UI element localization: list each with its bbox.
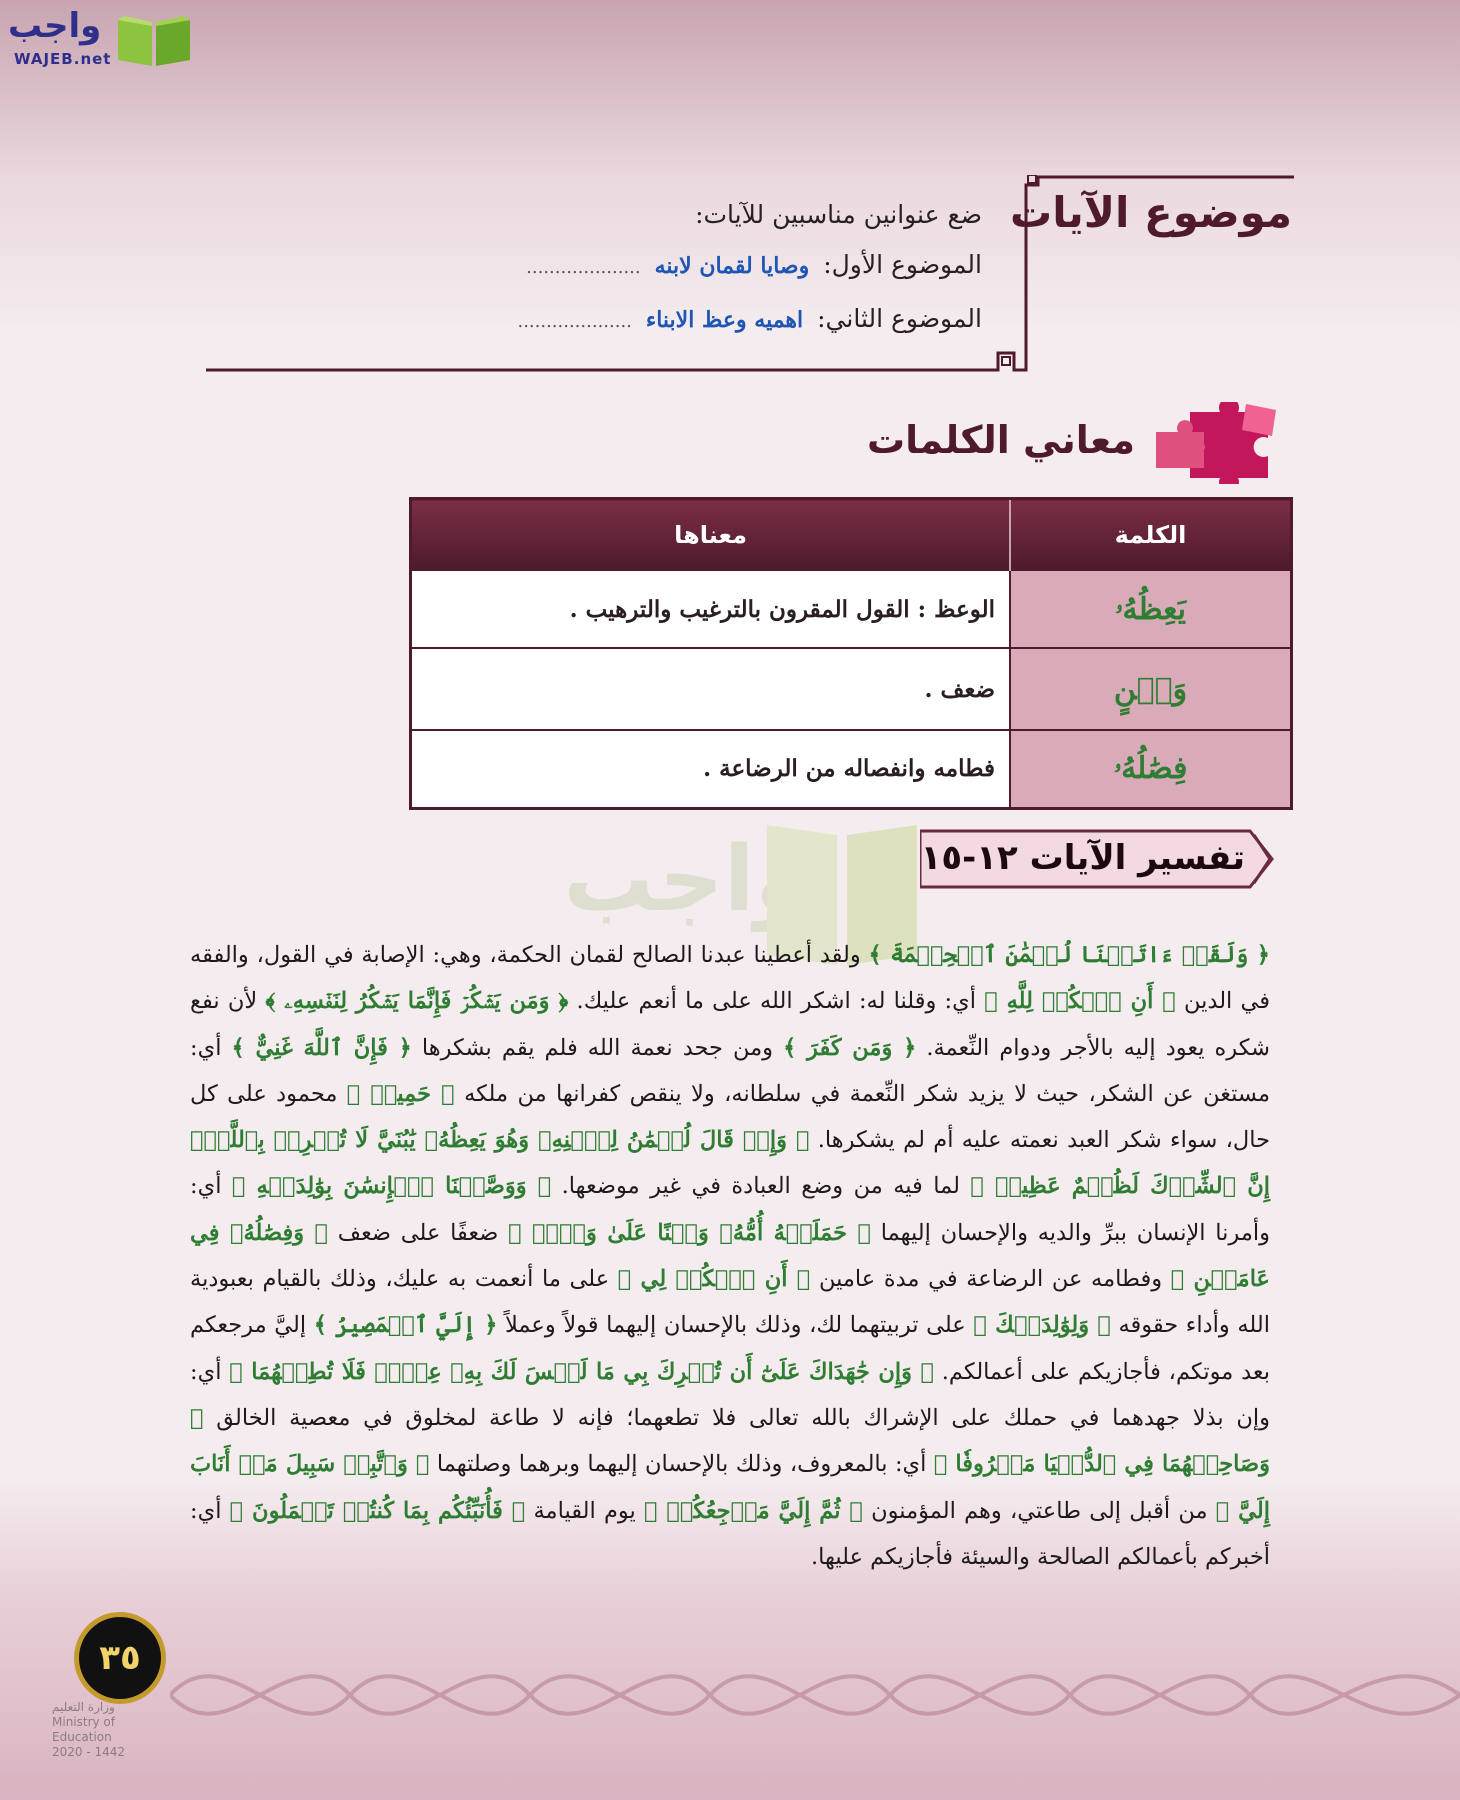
ministry-arabic: وزارة التعليم [52, 1700, 115, 1714]
tafsir-text: يوم القيامة [525, 1497, 644, 1524]
ministry-caption [52, 1700, 172, 1760]
svg-text:واجب: واجب [563, 827, 811, 932]
meanings-title: معاني الكلمات [866, 418, 1135, 462]
tafsir-text: من أقبل إلى طاعتي، وهم المؤمنون [862, 1497, 1216, 1524]
quran-verse: ﴿ أَنِ ٱشۡكُرۡ لِلَّهِ ﴾ [984, 988, 1176, 1015]
tafsir-text: ضعفًا على ضعف [328, 1219, 509, 1246]
meaning-cell: ضعف . [411, 648, 1011, 730]
second-topic-label: الموضوع الثاني: [817, 304, 982, 333]
ministry-english: Ministry of Education [52, 1715, 115, 1744]
tafsir-text: محمود على كل حال، سواء شكر العبد نعمته عليه أم لم يشكرها. [190, 1080, 1270, 1154]
quran-verse: ﴿ وَوَصَّيۡنَا ٱلۡإِنسَٰنَ بِوَٰلِدَيۡهِ ﴾ [231, 1173, 552, 1200]
book-icon [114, 12, 194, 68]
table-header-row [411, 499, 1292, 571]
first-topic-label: الموضوع الأول: [823, 250, 982, 279]
second-topic-dots: .................... [517, 311, 632, 332]
arabesque-ornament [170, 1620, 1460, 1770]
page-number: ٣٥ [74, 1612, 166, 1704]
word-meanings-table [409, 497, 1293, 810]
tafsir-title: تفسير الآيات ١٢-١٥ [920, 838, 1245, 878]
first-topic-answer[interactable]: وصايا لقمان لابنه [654, 253, 810, 279]
topic-instruction: ضع عنوانين مناسبين للآيات: [695, 200, 982, 229]
word-cell: يَعِظُهُۥ [1010, 570, 1292, 648]
tafsir-text: أي: أخبركم بأعمالكم الصالحة والسيئة فأجازيكم عليها. [190, 1497, 1270, 1570]
meaning-cell: فطامه وانفصاله من الرضاعة . [411, 730, 1011, 808]
tafsir-text: ولقد أعطينا عبدنا الصالح لقمان الحكمة، وهي: الإصابة في القول، والفقه في الدين [190, 942, 1271, 1015]
tafsir-text: أي: بالمعروف، وذلك بالإحسان إليهما وبرهما وصلتهما [429, 1451, 934, 1478]
tafsir-text: لأن نفع شكره يعود إليه بالأجر ودوام النِّعمة. [190, 988, 1270, 1061]
quran-verse: ﴿ وَفِصَٰلُهُۥ فِي عَامَيۡنِ ﴾ [190, 1219, 1270, 1293]
second-topic-line [517, 304, 982, 333]
quran-verse: ﴿ أَنِ ٱشۡكُرۡ لِي ﴾ [617, 1266, 811, 1293]
quran-verse: ﴿ وَمَن كَفَرَ ﴾ [783, 1034, 917, 1061]
tafsir-text: ومن جحد نعمة الله فلم يقم بشكرها [411, 1034, 784, 1061]
quran-verse: ﴿ فَإِنَّ ٱللَّهَ غَنِيٌّ ﴾ [231, 1034, 412, 1061]
tafsir-body-text [190, 932, 1270, 1580]
quran-verse: ﴿ إِلَيَّ ٱلۡمَصِيرُ ﴾ [313, 1312, 498, 1339]
tafsir-text: أي: وأمرنا الإنسان ببرِّ والديه والإحسان إليهما [190, 1173, 1271, 1246]
logo-arabic-text: واجب [8, 6, 102, 46]
quran-verse: ﴿ وَلِوَٰلِدَيۡكَ ﴾ [973, 1312, 1111, 1339]
table-row [411, 570, 1292, 648]
tafsir-text: لما فيه من وضع العبادة في غير موضعها. [551, 1173, 971, 1200]
tafsir-text: على ما أنعمت به عليك، وذلك بالقيام بعبودية الله وأداء حقوقه [190, 1266, 1270, 1339]
quran-verse: ﴿ فَأُنَبِّئُكُم بِمَا كُنتُمۡ تَعۡمَلُونَ ﴾ [229, 1497, 526, 1524]
quran-verse: ﴿ وَلَقَدۡ ءَاتَيۡنَا لُقۡمَٰنَ ٱلۡحِكۡمَةَ ﴾ [868, 942, 1270, 968]
tafsir-text: وفطامه عن الرضاعة في مدة عامين [810, 1266, 1171, 1293]
column-header-word: الكلمة [1010, 499, 1292, 571]
quran-verse: ﴿ وَمَن يَشۡكُرۡ فَإِنَّمَا يَشۡكُرُ لِنَفۡسِهِۦ ﴾ [265, 988, 569, 1015]
quran-verse: ﴿ وَإِذۡ قَالَ لُقۡمَٰنُ لِٱبۡنِهِۦ وَهُوَ يَعِظُهُۥ يَٰبُنَيَّ لَا تُشۡرِكۡ بِٱللَّهِۖ إِنَّ ٱلشِّرۡكَ لَظُلۡمٌ عَظِيمٞ ﴾ [190, 1127, 1270, 1200]
quran-verse: ﴿ حَمِيدٞ ﴾ [346, 1080, 455, 1107]
tafsir-text: أي: وإن بذلا جهدهما في حملك على الإشراك بالله تعالى فلا تطعهما؛ فإنه لا طاعة لمخلوق في معصية الخالق [190, 1358, 1270, 1431]
column-header-meaning: معناها [411, 499, 1011, 571]
table-row [411, 648, 1292, 730]
puzzle-icon [1150, 402, 1296, 484]
meaning-cell: الوعظ : القول المقرون بالترغيب والترهيب . [411, 570, 1011, 648]
tafsir-text: على تربيتهما لك، وذلك بالإحسان إليهما قولاً وعملاً [497, 1312, 974, 1339]
tafsir-text: أي: مستغن عن الشكر، حيث لا يزيد شكر النِّعمة في سلطانه، ولا ينقص كفرانها من ملكه [190, 1034, 1271, 1107]
second-topic-answer[interactable]: اهميه وعظ الابناء [645, 307, 804, 333]
word-cell: وَهۡنٍ [1010, 648, 1292, 730]
first-topic-line [526, 250, 982, 279]
ministry-years: 2020 - 1442 [52, 1745, 126, 1759]
topic-title: موضوع الآيات [1010, 188, 1292, 237]
quran-verse: ﴿ وَصَاحِبۡهُمَا فِي ٱلدُّنۡيَا مَعۡرُوفٗا ﴾ [190, 1404, 1270, 1478]
quran-verse: ﴿ حَمَلَتۡهُ أُمُّهُۥ وَهۡنًا عَلَىٰ وَهۡنٖ ﴾ [508, 1219, 872, 1246]
tafsir-text: أي: وقلنا له: اشكر الله على ما أنعم عليك. [568, 988, 985, 1015]
first-topic-dots: .................... [526, 257, 641, 278]
wajeb-logo[interactable] [8, 6, 188, 72]
word-cell: فِصَٰلُهُۥ [1010, 730, 1292, 808]
quran-verse: ﴿ وَٱتَّبِعۡ سَبِيلَ مَنۡ أَنَابَ إِلَيَّ ﴾ [190, 1451, 1270, 1524]
quran-verse: ﴿ وَإِن جَٰهَدَاكَ عَلَىٰٓ أَن تُشۡرِكَ بِي مَا لَيۡسَ لَكَ بِهِۦ عِلۡمٞ فَلَا تُطِعۡهُمَا ﴾ [229, 1358, 934, 1385]
tafsir-text: إليَّ مرجعكم بعد موتكم، فأجازيكم على أعمالكم. [190, 1312, 1271, 1385]
quran-verse: ﴿ ثُمَّ إِلَيَّ مَرۡجِعُكُمۡ ﴾ [643, 1497, 863, 1524]
logo-latin-text: WAJEB.net [14, 50, 112, 68]
table-row [411, 730, 1292, 808]
